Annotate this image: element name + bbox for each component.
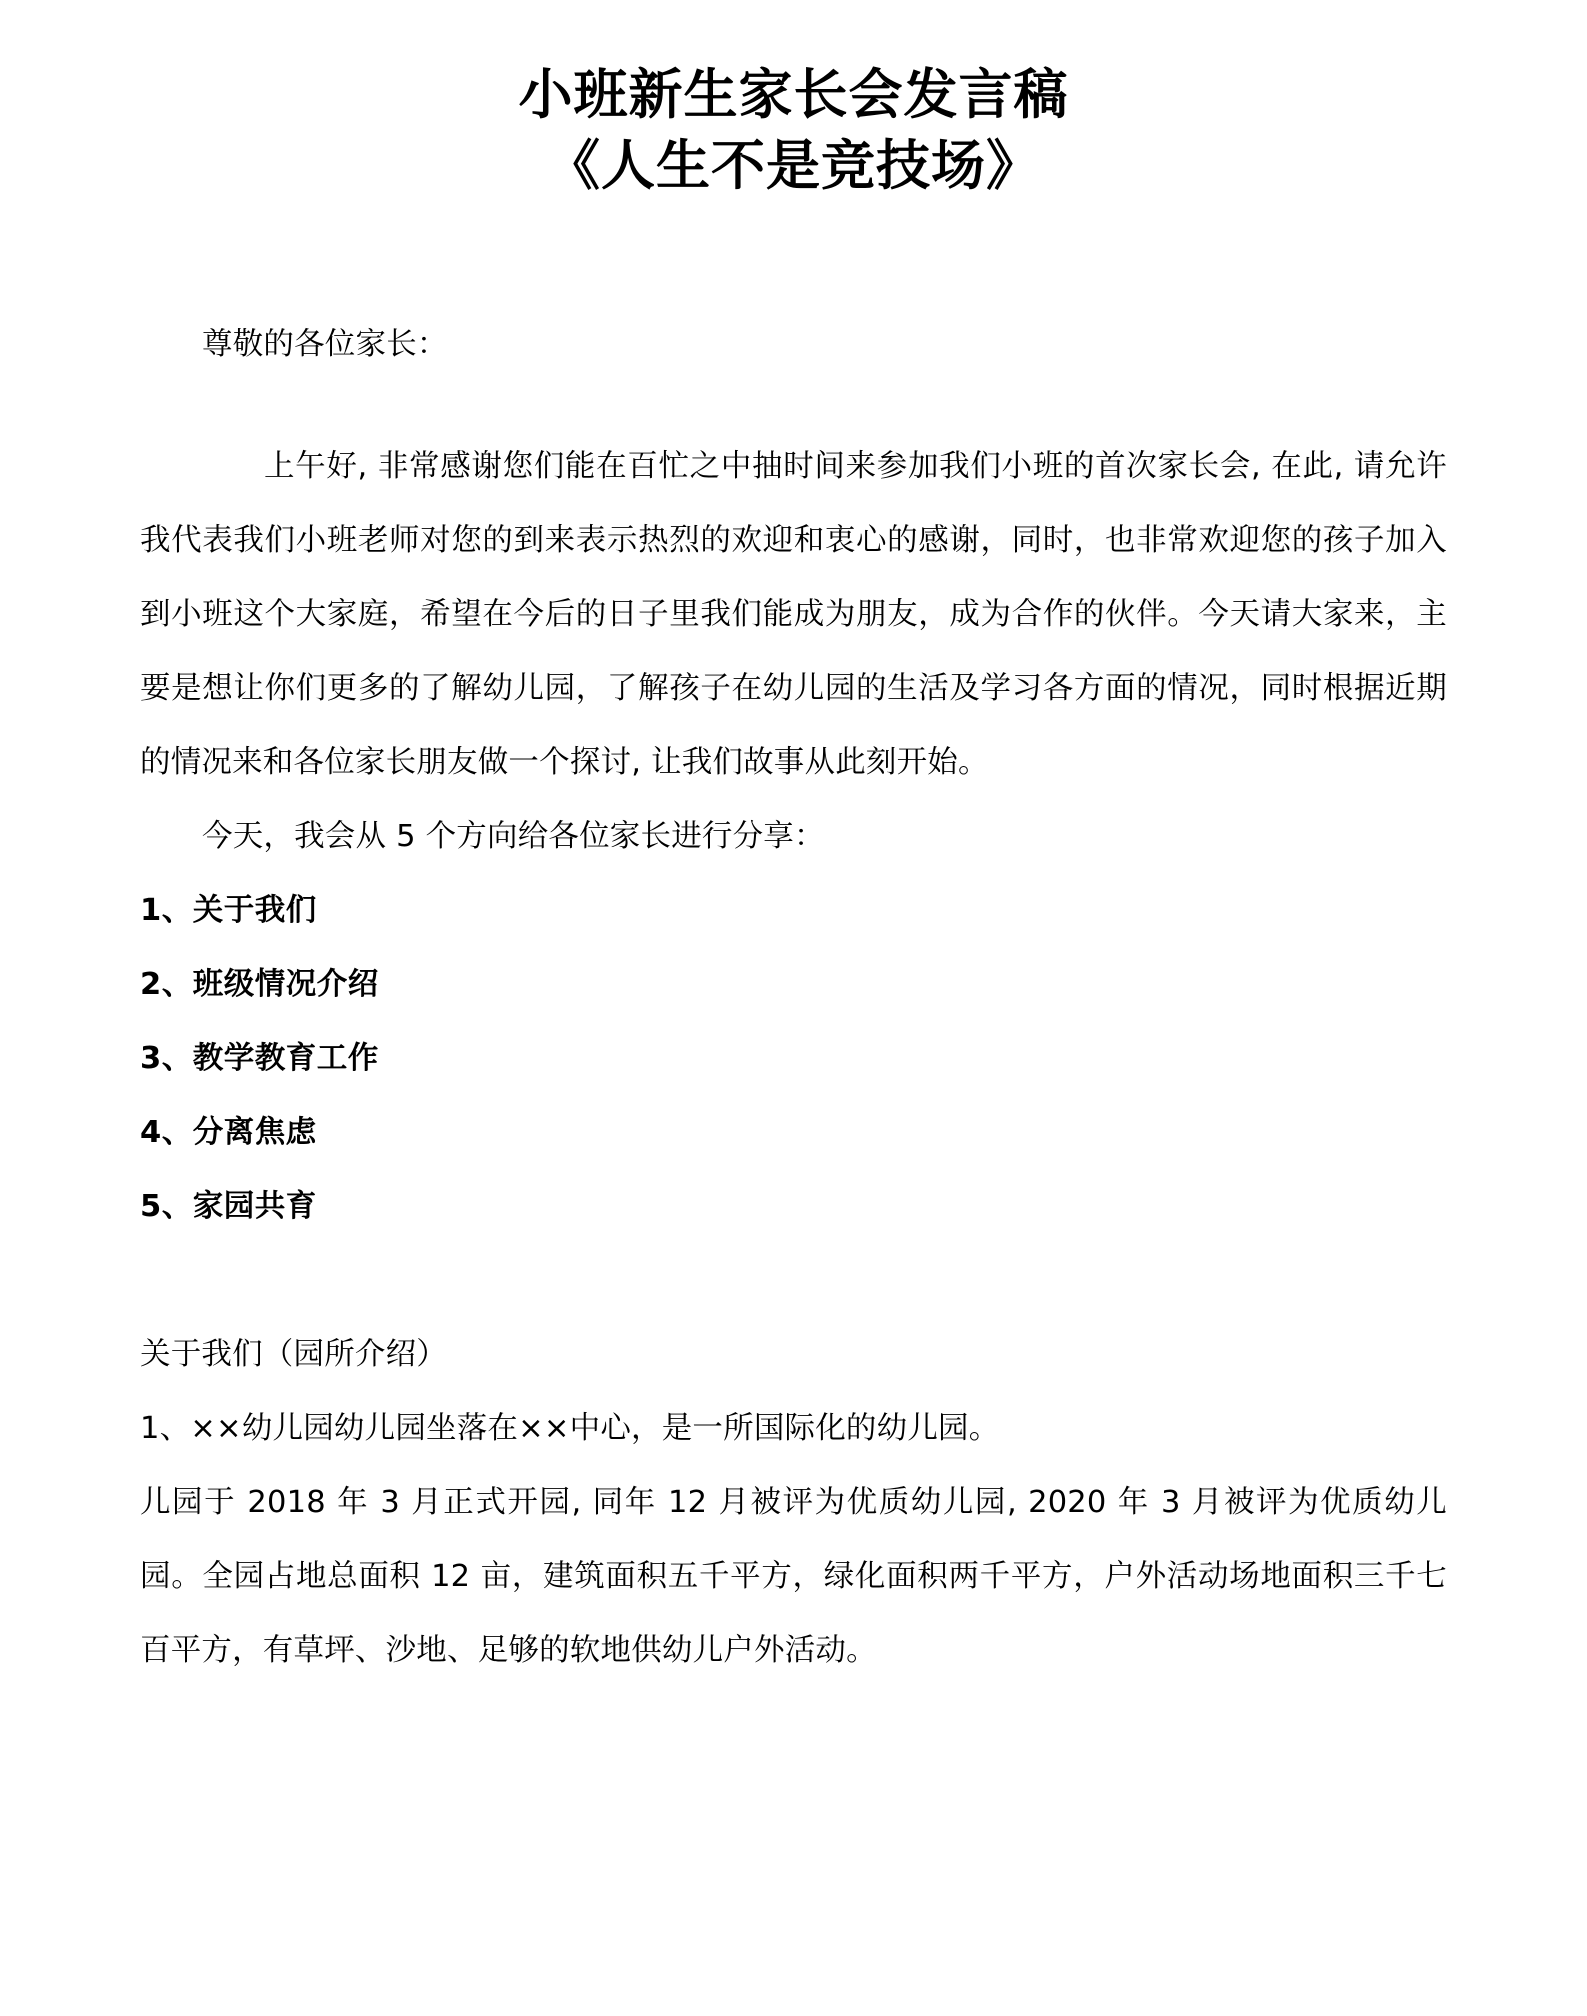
title-line-main: 小班新生家长会发言稿 <box>518 63 1069 126</box>
agenda-item <box>140 948 1447 1022</box>
agenda-item <box>140 874 1447 948</box>
agenda-item-label: 分离焦虑 <box>192 1114 317 1150</box>
section-item-1: 1、××幼儿园幼儿园坐落在××中心，是一所国际化的幼儿园。 <box>140 1410 1000 1446</box>
section-heading: 关于我们（园所介绍） <box>140 1336 447 1372</box>
agenda-item <box>140 1170 1447 1244</box>
agenda-item-label: 教学教育工作 <box>192 1040 379 1076</box>
section-paragraph: 儿园于 2018 年 3 月正式开园, 同年 12 月被评为优质幼儿园, 2020 年 3 月被评为优质幼儿园。全园占地总面积 12 亩，建筑面积五千平方，绿化面积两千平方，户外活动场地面积三千七百平方，有草坪、沙地、足够的软地供幼儿户外活动。 <box>140 1484 1447 1668</box>
agenda-item-label: 家园共育 <box>192 1188 317 1224</box>
agenda-list <box>140 874 1447 1244</box>
agenda-item-number: 1、 <box>140 892 193 928</box>
agenda-item-label: 班级情况介绍 <box>192 966 379 1002</box>
agenda-item-number: 5、 <box>140 1188 193 1224</box>
agenda-item-number: 2、 <box>140 966 193 1002</box>
agenda-item-number: 3、 <box>140 1040 193 1076</box>
agenda-item-label: 关于我们 <box>192 892 317 928</box>
directions-intro: 今天，我会从 5 个方向给各位家长进行分享： <box>202 818 825 854</box>
agenda-item <box>140 1096 1447 1170</box>
agenda-item <box>140 1022 1447 1096</box>
page-title <box>140 0 1447 200</box>
document-body <box>140 308 1447 1688</box>
agenda-item-number: 4、 <box>140 1114 193 1150</box>
title-line-subtitle: 《人生不是竞技场》 <box>546 133 1041 197</box>
opening-paragraph: 上午好, 非常感谢您们能在百忙之中抽时间来参加我们小班的首次家长会, 在此, 请允许我代表我们小班老师对您的到来表示热烈的欢迎和衷心的感谢，同时，也非常欢迎您的孩子加入到小班这个大家庭，希望在今后的日子里我们能成为朋友，成为合作的伙伴。今天请大家来，主要是想让你们更多的了解幼儿园，了解孩子在幼儿园的生活及学习各方面的情况，同时根据近期的情况来和各位家长朋友做一个探讨, 让我们故事从此刻开始。 <box>140 448 1447 780</box>
about-us-section <box>140 1318 1447 1688</box>
salutation: 尊敬的各位家长： <box>202 326 448 362</box>
